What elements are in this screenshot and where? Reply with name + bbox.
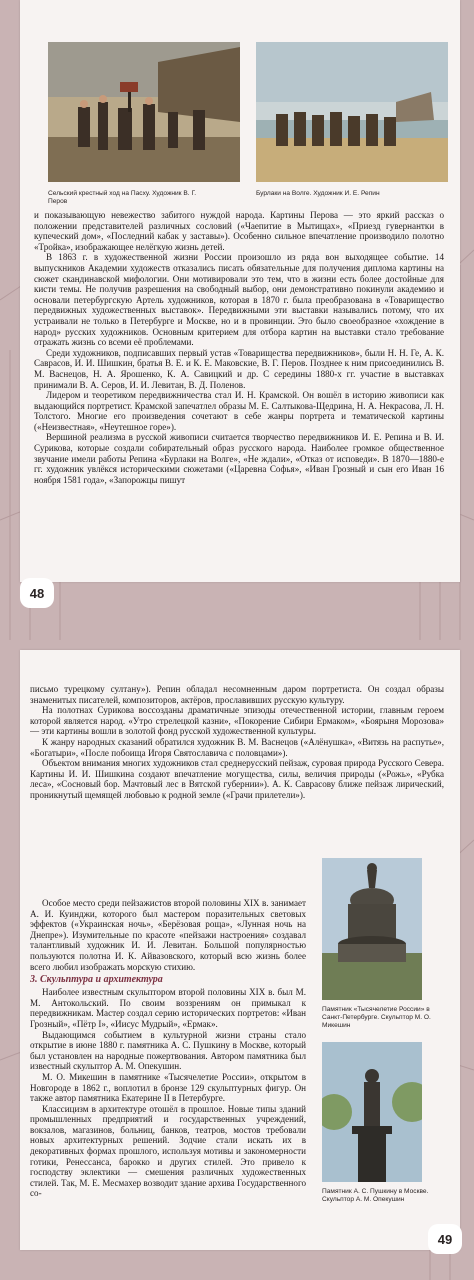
paragraph: Лидером и теоретиком передвижничества стал И. Н. Крамской. Он вошёл в историю живописи как выдающийся портретист. Крамской запечатлел образы М. Е. Салтыкова-Щедрина, Н. А. Некрасова, Л. Н. Толстого. Многие его произведения сочетают в себе жанры портрета и тематической картины («Неизвестная», «Неутешное горе»). [34, 390, 444, 432]
section-heading: 3. Скульптура и архитектура [30, 974, 163, 986]
paragraph: К жанру народных сказаний обратился художник В. М. Васнецов («Алёнушка», «Витязь на распутье», «Богатыри», «После побоища Игоря Святославича с половцами»). [30, 736, 444, 758]
paragraph: Вершиной реализма в русской живописи считается творчество передвижников И. Е. Репина и В. И. Сурикова, которые создали собирательный образ русского народа. Наиболее громкое общественное звучание имели работы Репина «Бурлаки на Волге», «Не ждали», «Отказ от исповеди». В 1870—1880-е гг. художник увлёкся историческими сюжетами («Царевна Софья», «Иван Грозный и сын его Иван 16 ноября 1581 года», «Запорожцы пишут [34, 432, 444, 485]
paragraph: письмо турецкому султану»). Репин обладал несомненным даром портретиста. Он создал образы знаменитых писателей, композиторов, актёров, прославивших русскую культуру. [30, 684, 444, 705]
paragraph: Выдающимся событием в культурной жизни страны стало открытие в июне 1880 г. памятника А. С. Пушкину в Москве, который был установлен на народные пожертвования. Автором памятника был известный скульптор А. М. Опекушин. [30, 1029, 306, 1072]
painting-barge-haulers [256, 42, 448, 182]
paragraph: Классицизм в архитектуре отошёл в прошлое. Новые типы зданий промышленных предприятий и государственных учреждений, вокзалов, магазинов, больниц, банков, театров, мостов требовали новых архитектурных решений. Зодчие стали искать их в декоративных формах прошлого, используя мотивы и закономерности готики, Ренессанса, барокко и других стилей. Это привело к господству эклектики — смешения различных художественных стилей. Так, М. Е. Месмахер возводит здание архива Государственного со- [30, 1103, 306, 1199]
caption-barge-haulers: Бурлаки на Волге. Художник И. Е. Репин [256, 190, 380, 197]
caption-pushkin-monument: Памятник А. С. Пушкину в Москве. Скульптор А. М. Опекушин [322, 1188, 429, 1203]
paragraph: На полотнах Сурикова воссозданы драматичные эпизоды отечественной истории, главным героем которой является народ. «Утро стрелецкой казни», «Покорение Сибири Ермаком», «Боярыня Морозова» — эти картины вошли в золотой фонд русской художественной культуры. [30, 705, 444, 737]
page-49-body-text-bottom [30, 898, 306, 1244]
painting-easter-procession [48, 42, 240, 182]
page-number: 48 [20, 578, 54, 608]
photo-millennium-monument [322, 858, 422, 1000]
photo-pushkin-monument [322, 1042, 422, 1182]
paragraph: В 1863 г. в художественной жизни России произошло из ряда вон выходящее событие. 14 выпускников Академии художеств отказались писать обязательные для получения диплома картины на сюжет скандинавской мифологии. Они мотивировали это тем, что в жизни есть более достойные для кисти темы. Не получив разрешения на свободный выбор, они демонстративно покинули академию и основали петербургскую Артель художников, которая в 1870 г. была преобразована в «Товарищество передвижных художественных выставок». Передвижными эти выставки назывались потому, что их устраивали не только в Петербурге и Москве, но и в провинции. Это было своеобразное «хождение в народ» русских художников. Основным критерием для отбора картин на выставки стало требование отражать жизнь со всеми её проблемами. [34, 252, 444, 348]
caption-millennium-monument: Памятник «Тысячелетие России» в Санкт-Петербурге. Скульптор М. О. Микешин [322, 1006, 431, 1029]
paragraph: Объектом внимания многих художников стал среднерусский пейзаж, суровая природа Русского Севера. Картины И. И. Шишкина создают впечатление могущества, силы, величия природы («Рожь», «Рубка леса», «Сосновый бор. Мачтовый лес в Вятской губернии»). А. К. Саврасову ближе пейзаж лирический, проникнутый щемящей любовью к родной земле («Грачи прилетели»). [30, 758, 444, 800]
page-number: 49 [428, 1224, 462, 1254]
paragraph: Среди художников, подписавших первый устав «Товарищества передвижников», были Н. Н. Ге, А. К. Саврасов, И. И. Шишкин, братья В. Е. и К. Е. Маковские, В. Г. Перов. Позднее к ним присоединились В. М. Васнецов, Н. А. Ярошенко, К. А. Савицкий и др. С середины 1880-х гг. участие в выставках принимали В. А. Серов, И. И. Левитан, В. Д. Поленов. [34, 347, 444, 390]
paragraph: и показывающую невежество забитого нуждой народа. Картины Перова — это яркий рассказ о положении представителей различных сословий («Чаепитие в Мытищах», «Приезд гувернантки в купеческий дом», «Последний кабак у заставы»). Особенно сильное впечатление производило полотно «Тройка», изображающее нелёгкую жизнь детей. [34, 210, 444, 252]
paragraph: Наиболее известным скульптором второй половины XIX в. был М. М. Антокольский. По своим воззрениям он примыкал к передвижникам. Мастер создал серию исторических портретов: «Иван Грозный», «Пётр I», «Иисус Мудрый», «Ермак». [30, 987, 306, 1029]
paragraph: Особое место среди пейзажистов второй половины XIX в. занимает А. И. Куинджи, которого был мастером поразительных световых эффектов («Украинская ночь», «Берёзовая роща», «Лунная ночь на Днепре»). Изумительные по красоте «пейзажи настроения» создавал талантливый художник И. И. Левитан. Большой популярностью пользуются полотна И. К. Айвазовского, который всю жизнь более всего любил изображать морскую стихию. [30, 898, 306, 972]
page-49 [0, 640, 474, 1280]
caption-easter-procession: Сельский крестный ход на Пасху. Художник В. Г. Перов [48, 190, 197, 205]
page-48-body-text [34, 210, 444, 582]
paragraph: М. О. Микешин в памятнике «Тысячелетие России», открытом в Новгороде в 1862 г., воплотил в бронзе 129 скульптурных фигур. Он также автор памятника Екатерине II в Петербурге. [30, 1071, 306, 1104]
